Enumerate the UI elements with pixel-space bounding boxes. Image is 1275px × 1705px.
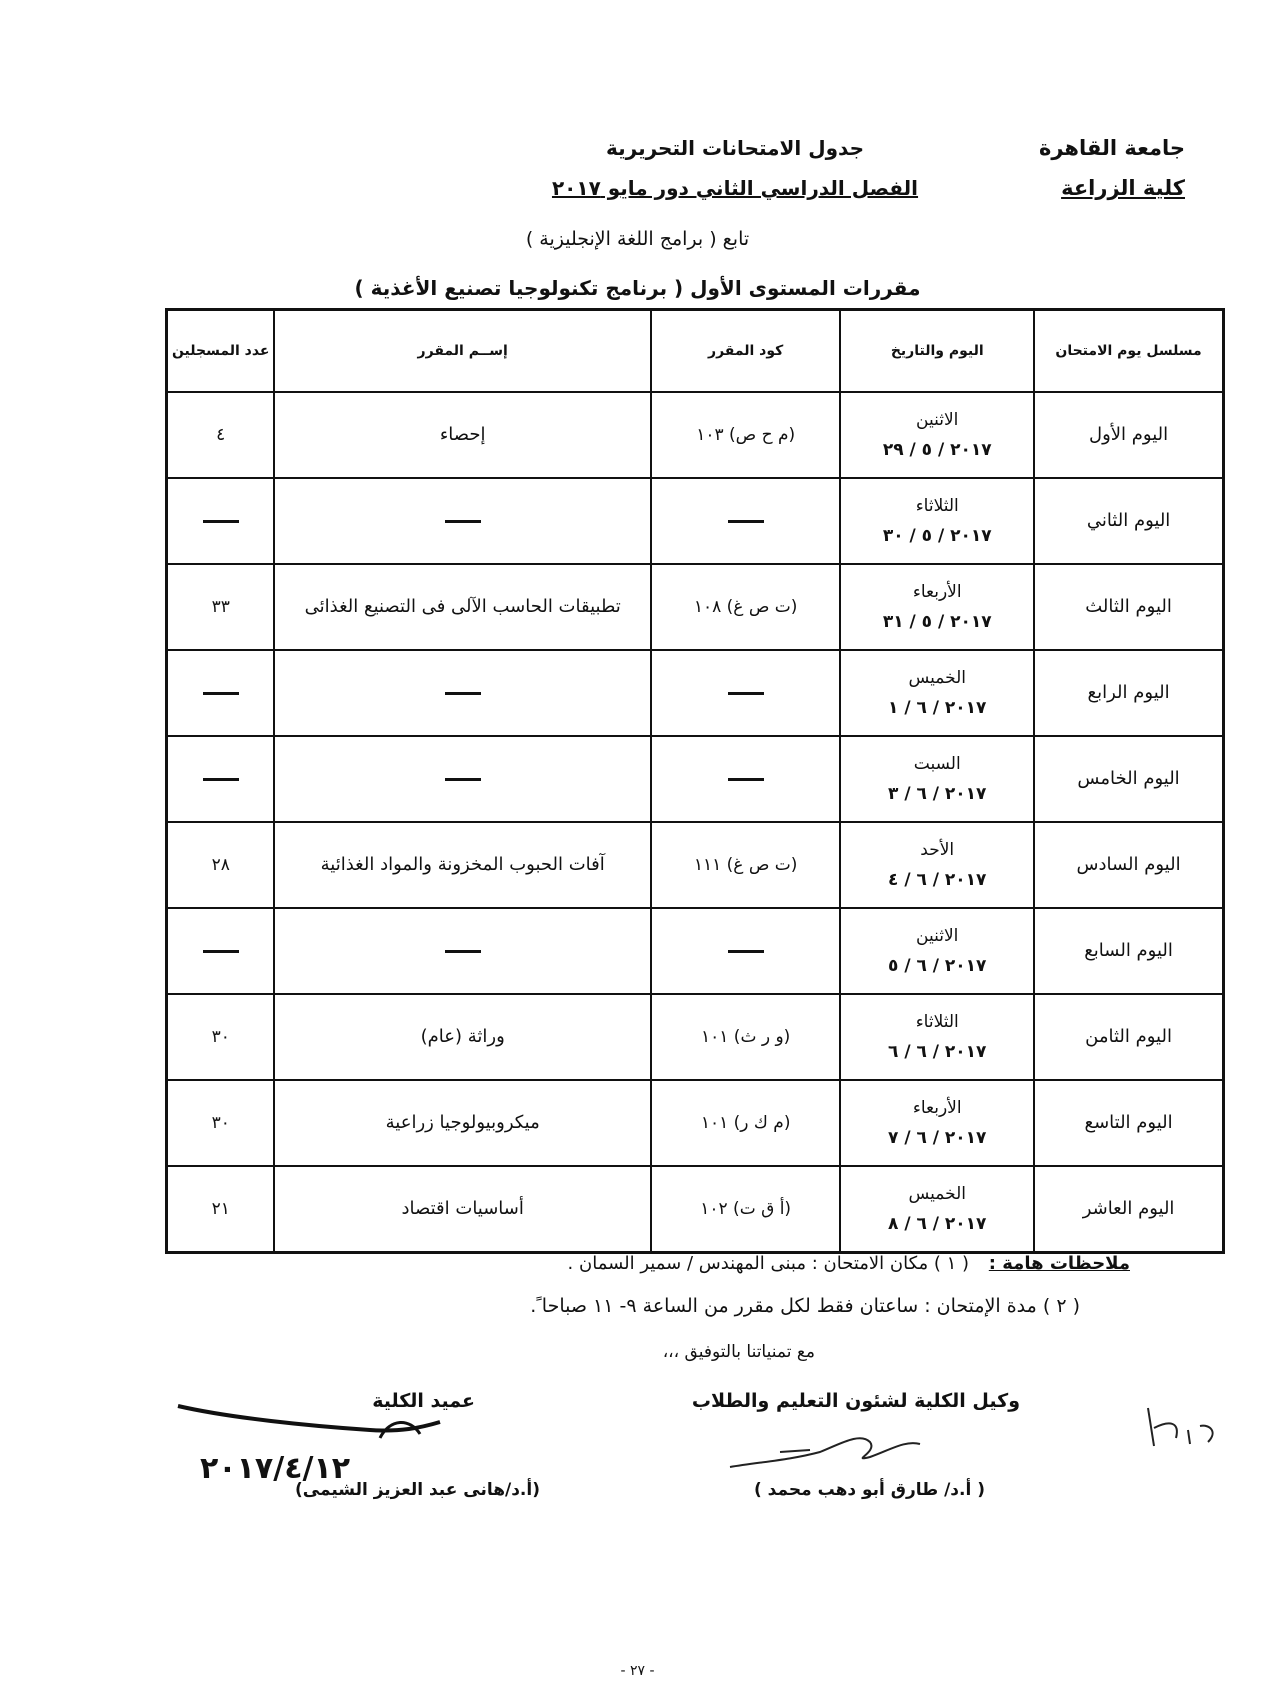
registered-count-cell [167, 908, 275, 994]
exam-date: ٢٠١٧ / ٦ / ٤ [888, 870, 987, 890]
header-exam-info [545, 128, 925, 208]
course-name: ميكروبيولوجيا زراعية [385, 1112, 540, 1133]
day-date-cell [840, 994, 1034, 1080]
university-name: جامعة القاهرة [1038, 136, 1185, 160]
course-code: (م ك ر) ١٠١ [700, 1113, 791, 1133]
day-serial-cell [1034, 908, 1223, 994]
day-date-cell [840, 478, 1034, 564]
weekday: الأربعاء [912, 582, 962, 602]
empty-dash [445, 950, 481, 953]
registered-count: ٣٠ [211, 1027, 230, 1047]
course-code: (م ح ص) ١٠٣ [696, 425, 796, 445]
course-code: (ت ص غ) ١٠٨ [693, 597, 798, 617]
table-row [167, 478, 1224, 564]
day-date-cell [840, 1166, 1034, 1253]
course-name: آفات الحبوب المخزونة والمواد الغذائية [320, 854, 605, 875]
empty-dash [445, 692, 481, 695]
dean-name: (أ.د/هانى عبد العزيز الشيمى) [294, 1480, 540, 1500]
header-course-code: كود المقرر [651, 310, 840, 393]
course-code-cell [651, 908, 840, 994]
table-row [167, 650, 1224, 736]
weekday: الاثنين [916, 410, 959, 430]
course-name-cell [274, 994, 651, 1080]
closing-text: مع تمنياتنا بالتوفيق ،،، [662, 1342, 815, 1362]
table-row [167, 392, 1224, 478]
dean-signature [170, 1398, 460, 1486]
day-serial: اليوم الرابع [1087, 682, 1170, 703]
day-serial: اليوم الخامس [1077, 768, 1180, 789]
course-code-cell [651, 650, 840, 736]
empty-dash [445, 520, 481, 523]
exam-date: ٢٠١٧ / ٥ / ٣٠ [882, 526, 992, 546]
course-name: أساسيات اقتصاد [401, 1198, 524, 1219]
semester-label: الفصل الدراسي الثاني دور مايو ٢٠١٧ [551, 176, 919, 200]
registered-count-cell [167, 1080, 275, 1166]
course-name-cell [274, 822, 651, 908]
course-code-cell [651, 1166, 840, 1253]
course-name-cell [274, 736, 651, 822]
program-subtitle: تابع ( برامج اللغة الإنجليزية ) [525, 228, 750, 250]
day-serial-cell [1034, 822, 1223, 908]
course-code: (ت ص غ) ١١١ [693, 855, 798, 875]
empty-dash [203, 778, 239, 781]
course-name: وراثة (عام) [420, 1026, 505, 1047]
day-serial-cell [1034, 650, 1223, 736]
course-name-cell [274, 478, 651, 564]
empty-dash [203, 692, 239, 695]
note-exam-location: ( ١ ) مكان الامتحان : مبنى المهندس / سمير السمان . [567, 1253, 970, 1274]
day-serial: اليوم التاسع [1084, 1112, 1173, 1133]
day-serial: اليوم الثاني [1086, 510, 1171, 531]
registered-count-cell [167, 564, 275, 650]
registered-count: ٢٨ [211, 855, 230, 875]
day-serial-cell [1034, 1080, 1223, 1166]
day-date-cell [840, 564, 1034, 650]
course-code-cell [651, 736, 840, 822]
course-code-cell [651, 478, 840, 564]
page-number: - ٢٧ - [620, 1663, 655, 1679]
registered-count-cell [167, 822, 275, 908]
exam-date: ٢٠١٧ / ٦ / ٥ [888, 956, 987, 976]
table-row [167, 908, 1224, 994]
empty-dash [728, 778, 764, 781]
day-serial: اليوم السادس [1076, 854, 1181, 875]
course-code-cell [651, 1080, 840, 1166]
course-name-cell [274, 1166, 651, 1253]
registered-count-cell [167, 392, 275, 478]
day-date-cell [840, 1080, 1034, 1166]
day-date-cell [840, 650, 1034, 736]
vice-dean-name: ( أ.د/ طارق أبو دهب محمد ) [753, 1480, 985, 1500]
registered-count-cell [167, 736, 275, 822]
initials-mark [1140, 1398, 1230, 1458]
course-name: تطبيقات الحاسب الآلى فى التصنيع الغذائى [304, 596, 621, 617]
empty-dash [728, 520, 764, 523]
course-name-cell [274, 392, 651, 478]
course-name-cell [274, 650, 651, 736]
day-serial: اليوم الأول [1089, 424, 1169, 445]
day-serial-cell [1034, 564, 1223, 650]
table-header-row [167, 310, 1224, 393]
day-date-cell [840, 736, 1034, 822]
document-title: جدول الامتحانات التحريرية [606, 136, 864, 160]
weekday: الأربعاء [912, 1098, 962, 1118]
header-day-date: اليوم والتاريخ [840, 310, 1034, 393]
registered-count-cell [167, 1166, 275, 1253]
course-name: إحصاء [439, 424, 486, 445]
header-day-serial: مسلسل يوم الامتحان [1034, 310, 1223, 393]
day-serial: اليوم الثامن [1085, 1026, 1172, 1047]
exam-date: ٢٠١٧ / ٦ / ٦ [888, 1042, 987, 1062]
day-serial-cell [1034, 736, 1223, 822]
day-date-cell [840, 392, 1034, 478]
empty-dash [728, 950, 764, 953]
weekday: الثلاثاء [915, 496, 959, 516]
exam-date: ٢٠١٧ / ٥ / ٣١ [882, 612, 992, 632]
table-row [167, 822, 1224, 908]
course-code: (أ ق ت) ١٠٢ [700, 1199, 792, 1219]
day-serial-cell [1034, 994, 1223, 1080]
day-date-cell [840, 908, 1034, 994]
course-name-cell [274, 1080, 651, 1166]
day-date-cell [840, 822, 1034, 908]
course-code: (و ر ث) ١٠١ [701, 1027, 791, 1047]
handwritten-date: ٢٠١٧/٤/١٢ [200, 1451, 351, 1486]
day-serial: اليوم الثالث [1085, 596, 1172, 617]
empty-dash [203, 950, 239, 953]
empty-dash [728, 692, 764, 695]
section-title: مقررات المستوى الأول ( برنامج تكنولوجيا تصنيع الأغذية ) [354, 276, 921, 300]
weekday: الأحد [920, 840, 955, 860]
weekday: الاثنين [916, 926, 959, 946]
table-row [167, 564, 1224, 650]
day-serial-cell [1034, 1166, 1223, 1253]
exam-schedule-table [165, 308, 1225, 1254]
course-name-cell [274, 564, 651, 650]
course-code-cell [651, 994, 840, 1080]
registered-count-cell [167, 650, 275, 736]
exam-date: ٢٠١٧ / ٦ / ٨ [888, 1214, 987, 1234]
empty-dash [445, 778, 481, 781]
registered-count: ٤ [216, 425, 226, 445]
table-body [167, 392, 1224, 1253]
registered-count: ٢١ [211, 1199, 230, 1219]
registered-count: ٣٣ [211, 597, 230, 617]
course-name-cell [274, 908, 651, 994]
table-row [167, 736, 1224, 822]
course-code-cell [651, 392, 840, 478]
weekday: الخميس [908, 668, 966, 688]
registered-count-cell [167, 478, 275, 564]
weekday: السبت [913, 754, 961, 774]
header-registered-count: عدد المسجلين [167, 310, 275, 393]
dean-title: عميد الكلية [372, 1390, 475, 1412]
course-code-cell [651, 564, 840, 650]
day-serial: اليوم السابع [1084, 940, 1173, 961]
empty-dash [203, 520, 239, 523]
weekday: الثلاثاء [915, 1012, 959, 1032]
table-row [167, 1166, 1224, 1253]
faculty-name: كلية الزراعة [1061, 176, 1185, 200]
notes-label: ملاحظات هامة : [988, 1253, 1130, 1274]
exam-date: ٢٠١٧ / ٥ / ٢٩ [882, 440, 992, 460]
registered-count-cell [167, 994, 275, 1080]
table-row [167, 1080, 1224, 1166]
vice-dean-signature [720, 1422, 940, 1482]
exam-date: ٢٠١٧ / ٦ / ٧ [888, 1128, 987, 1148]
weekday: الخميس [908, 1184, 966, 1204]
table-row [167, 994, 1224, 1080]
day-serial-cell [1034, 478, 1223, 564]
header-course-name: إســم المقرر [274, 310, 651, 393]
note-exam-duration: ( ٢ ) مدة الإمتحان : ساعتان فقط لكل مقرر من الساعة ٩- ١١ صباحا ً. [530, 1295, 1080, 1317]
day-serial-cell [1034, 392, 1223, 478]
registered-count: ٣٠ [211, 1113, 230, 1133]
course-code-cell [651, 822, 840, 908]
exam-date: ٢٠١٧ / ٦ / ٣ [888, 784, 987, 804]
vice-dean-title: وكيل الكلية لشئون التعليم والطلاب [691, 1390, 1020, 1412]
header-institution [1039, 128, 1185, 208]
exam-date: ٢٠١٧ / ٦ / ١ [888, 698, 987, 718]
notes [130, 1250, 1130, 1278]
day-serial: اليوم العاشر [1082, 1198, 1175, 1219]
